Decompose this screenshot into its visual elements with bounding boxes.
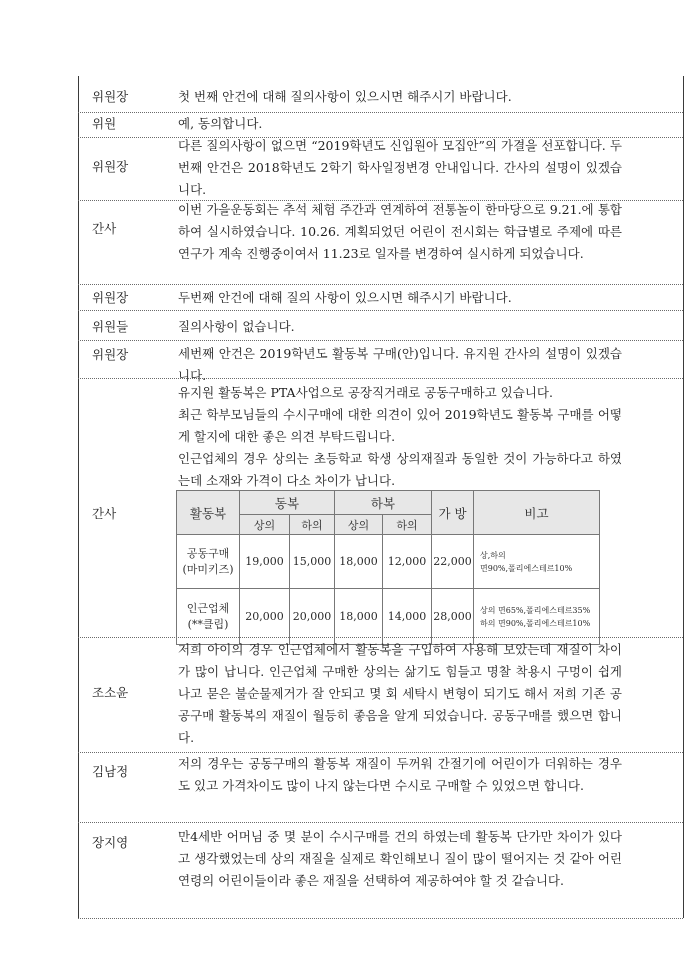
row-divider xyxy=(78,918,683,919)
statement-paragraph: 최근 학부모님들의 수시구매에 대한 의견이 있어 2019학년도 활동복 구매를 어떻게 할지에 대한 좋은 의견 부탁드립니다. xyxy=(178,407,622,444)
speaker-label: 간사 xyxy=(92,506,117,521)
price-cell: 19,000 xyxy=(240,535,290,589)
row-divider xyxy=(78,340,683,341)
price-cell: 20,000 xyxy=(290,589,335,645)
vendor-sub: (마미키즈) xyxy=(182,562,234,576)
statement-text xyxy=(178,343,622,387)
header-bag: 가 방 xyxy=(432,491,474,535)
header-summer: 하복 xyxy=(335,491,432,515)
note-line: 면90%,폴리에스테르10% xyxy=(480,563,573,573)
statement-paragraph: 두번째 안건에 대해 질의 사항이 있으시면 해주시기 바랍니다. xyxy=(178,290,512,305)
header-item: 활동복 xyxy=(177,491,240,535)
speaker-label: 장지영 xyxy=(92,835,129,850)
statement-paragraph: 예, 동의합니다. xyxy=(178,116,263,131)
table-row-label xyxy=(177,535,240,589)
note-cell xyxy=(474,589,600,645)
speaker-label: 위원장 xyxy=(92,290,129,305)
vendor-name: 공동구매 xyxy=(186,546,230,560)
statement-text xyxy=(178,287,618,309)
uniform-price-table xyxy=(176,490,600,645)
speaker-label: 위원장 xyxy=(92,347,129,362)
speaker-label: 간사 xyxy=(92,221,117,236)
statement-paragraph: 다른 질의사항이 없으면 “2019학년도 신입원아 모집안”의 가결을 선포합니다. 두 번째 안건은 2018학년도 2학기 학사일정변경 안내입니다. 간사의 설명이 있겠습니다. xyxy=(178,138,622,197)
header-winter: 동복 xyxy=(240,491,335,515)
statement-text xyxy=(178,753,622,797)
statement-paragraph: 유지원 활동복은 PTA사업으로 공장직거래로 공동구매하고 있습니다. xyxy=(178,385,553,400)
statement-text xyxy=(178,639,622,749)
price-cell: 14,000 xyxy=(383,589,432,645)
statement-text xyxy=(178,86,618,108)
statement-paragraph: 첫 번째 안건에 대해 질의사항이 있으시면 해주시기 바랍니다. xyxy=(178,89,512,104)
note-line: 하의 면90%,폴리에스테르10% xyxy=(480,618,591,628)
note-cell xyxy=(474,535,600,589)
row-divider xyxy=(78,310,683,311)
header-bottom-sub: 하의 xyxy=(290,515,335,535)
statement-paragraph: 질의사항이 없습니다. xyxy=(178,319,295,334)
note-line: 상,하의 xyxy=(480,550,506,560)
speaker-label: 위원들 xyxy=(92,319,129,334)
statement-text xyxy=(178,113,618,135)
price-cell: 22,000 xyxy=(432,535,474,589)
statement-text xyxy=(178,382,622,492)
speaker-label: 김남정 xyxy=(92,764,129,779)
statement-text xyxy=(178,826,622,892)
price-cell: 20,000 xyxy=(240,589,290,645)
header-top-sub: 상의 xyxy=(335,515,383,535)
statement-paragraph: 이번 가을운동회는 추석 체험 주간과 연계하여 전통놀이 한마당으로 9.21.에 통합하여 실시하였습니다. 10.26. 계획되었던 어린이 전시회는 학급별로 주제에 따른 연구가 계속 진행중이여서 11.23로 일자를 변경하여 실시하게 되었습니다. xyxy=(178,202,622,261)
speaker-label: 조소윤 xyxy=(92,685,129,700)
table-row-label xyxy=(177,589,240,645)
statement-paragraph: 저의 경우는 공동구매의 활동복 재질이 두꺼워 간절기에 어린이가 더워하는 경우도 있고 가격차이도 많이 나지 않는다면 수시로 구매할 수 있었으면 합니다. xyxy=(178,756,622,793)
statement-text xyxy=(178,135,622,201)
price-cell: 18,000 xyxy=(335,535,383,589)
price-cell: 28,000 xyxy=(432,589,474,645)
vendor-name: 인근업체 xyxy=(186,601,230,615)
row-divider xyxy=(78,284,683,285)
statement-paragraph: 저희 아이의 경우 인근업체에서 활동복을 구입하여 사용해 보았는데 재질이 차이가 많이 납니다. 인근업체 구매한 상의는 삶기도 힘들고 명찰 착용시 구멍이 쉽게 나고 묻은 불순물제거가 잘 안되고 몇 회 세탁시 변형이 되기도 해서 저희 기존 공공구매 활동복의 재질이 월등히 좋음을 알게 되었습니다. 공동구매를 했으면 합니다. xyxy=(178,642,622,745)
vendor-sub: (**클립) xyxy=(187,617,229,631)
statement-text xyxy=(178,316,618,338)
speaker-label: 위원장 xyxy=(92,159,129,174)
price-cell: 18,000 xyxy=(335,589,383,645)
header-note: 비고 xyxy=(474,491,600,535)
price-cell: 12,000 xyxy=(383,535,432,589)
statement-paragraph: 인근업체의 경우 상의는 초등학교 학생 상의재질과 동일한 것이 가능하다고 하였는데 소재와 가격이 다소 차이가 납니다. xyxy=(178,451,622,488)
statement-text xyxy=(178,199,622,265)
speaker-label: 위원장 xyxy=(92,89,129,104)
header-top-sub: 상의 xyxy=(240,515,290,535)
price-cell: 15,000 xyxy=(290,535,335,589)
header-bottom-sub: 하의 xyxy=(383,515,432,535)
note-line: 상의 면65%,폴리에스테르35% xyxy=(480,605,591,615)
statement-paragraph: 세번째 안건은 2019학년도 활동복 구매(안)입니다. 유지원 간사의 설명이 있겠습니다. xyxy=(178,346,622,383)
speaker-label: 위원 xyxy=(92,116,117,131)
statement-paragraph: 만4세반 어머님 중 몇 분이 수시구매를 건의 하였는데 활동복 단가만 차이가 있다고 생각했었는데 상의 재질을 실제로 확인해보니 질이 많이 떨어지는 것 같아 어린연령의 어린이들이라 좋은 재질을 선택하여 제공하여야 할 것 같습니다. xyxy=(178,829,622,888)
row-divider xyxy=(78,822,683,823)
